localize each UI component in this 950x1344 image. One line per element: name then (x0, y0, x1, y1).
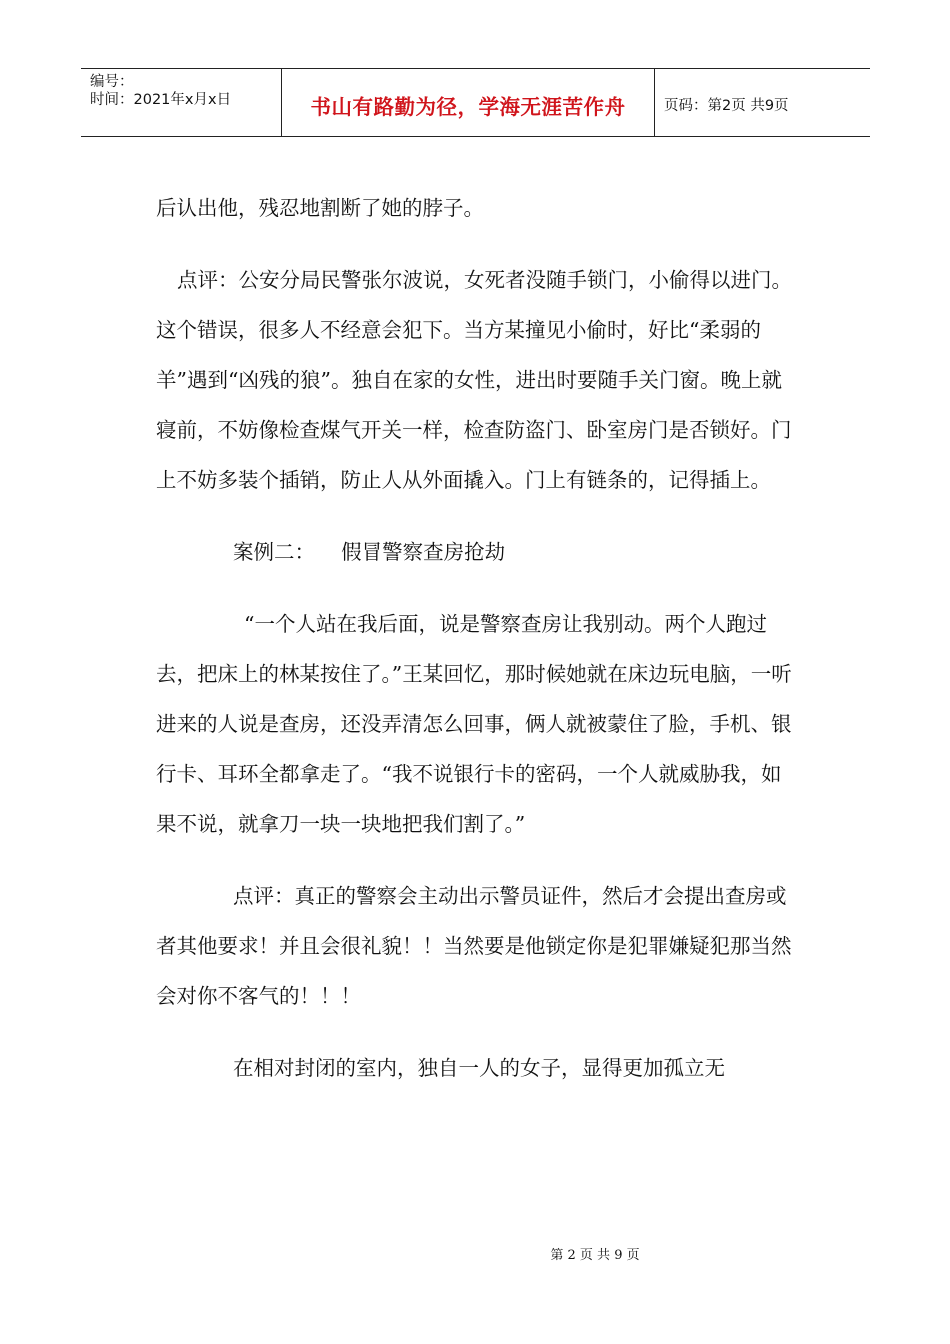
document-body (156, 183, 792, 1093)
document-time-label: 时间：2021年x月x日 (90, 92, 232, 108)
document-header (81, 68, 870, 137)
header-slogan: 书山有路勤为径，学海无涯苦作舟 (282, 69, 655, 136)
document-number-label: 编号： (90, 74, 134, 90)
paragraph-continuation: 后认出他，残忍地割断了她的脖子。 (156, 196, 484, 220)
paragraph-case-two-quote: “一个人站在我后面，说是警察查房让我别动。两个人跑过去，把床上的林某按住了。”王某回忆，那时候她就在床边玩电脑，一听进来的人说是查房，还没弄清怎么回事，俩人就被蒙住了脸，手机、银行卡、耳环全都拿走了。“我不说银行卡的密码，一个人就威胁我，如果不说，就拿刀一块一块地把我们割了。” (156, 612, 792, 836)
header-meta (81, 69, 282, 136)
paragraph-comment-1: 点评：公安分局民警张尔波说，女死者没随手锁门，小偷得以进门。这个错误，很多人不经意会犯下。当方某撞见小偷时，好比“柔弱的羊”遇到“凶残的狼”。独自在家的女性，进出时要随手关门窗。晚上就寝前，不妨像检查煤气开关一样，检查防盗门、卧室房门是否锁好。门上不妨多装个插销，防止人从外面撬入。门上有链条的，记得插上。 (156, 268, 792, 492)
paragraph-comment-2: 点评：真正的警察会主动出示警员证件，然后才会提出查房或者其他要求！并且会很礼貌！！当然要是他锁定你是犯罪嫌疑犯那当然会对你不客气的！！！ (156, 884, 792, 1008)
header-page-info: 页码：第2页 共9页 (664, 98, 789, 114)
page-footer: 第 2 页 共 9 页 (550, 1248, 640, 1263)
case-two-heading: 案例二： 假冒警察查房抢劫 (233, 540, 506, 564)
paragraph-closing: 在相对封闭的室内，独自一人的女子，显得更加孤立无 (233, 1056, 725, 1080)
